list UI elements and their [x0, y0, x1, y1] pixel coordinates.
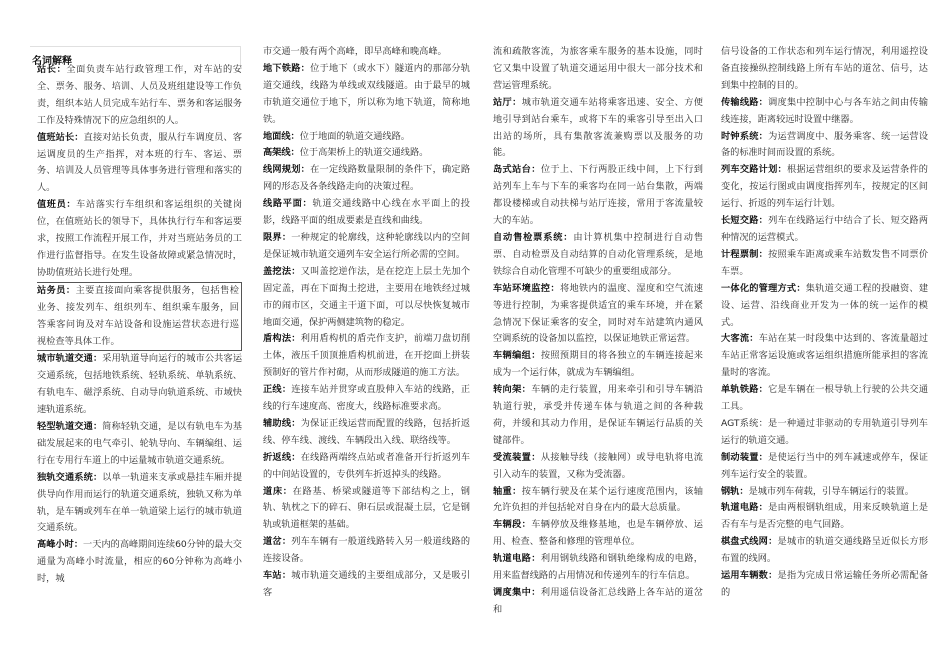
term-definition: 城市轨道交通车站将乘客迅速、安全、方便地引导到站台乘车，或将下车的乘客引导至出入口出站的场所，具有集散客流兼购票以及服务的功能。 — [493, 96, 703, 159]
definition-entry — [37, 419, 242, 470]
term-definition: 是城市列车荷载，引导车辆运行的装置。 — [748, 485, 914, 497]
term-label: 车站： — [263, 570, 292, 582]
term-label: 线网规划： — [263, 164, 311, 176]
term-definition: 采用轨道导向运行的城市公共客运交通系统，包括地铁系统、轻轨系统、单轨系统、有轨电车、磁浮系统、自动导向轨道系统、市域快速轨道系统。 — [37, 353, 242, 416]
term-label: 轨道电路： — [493, 553, 541, 565]
definition-entry — [263, 331, 470, 382]
definition-entry — [37, 351, 242, 419]
definition-entry — [721, 568, 928, 602]
definition-entry — [263, 382, 470, 416]
definition-entry — [721, 382, 928, 416]
definition-entry — [493, 95, 703, 163]
definition-entry — [263, 568, 470, 602]
definition-entry — [721, 281, 928, 332]
term-definition: 市交通一般有两个高峰，即早高峰和晚高峰。 — [263, 46, 447, 57]
term-label: 车辆段： — [493, 519, 532, 531]
term-label: 一体化的管理方式： — [721, 282, 806, 294]
term-definition: 在路基、桥梁或隧道等下部结构之上，钢轨、轨枕之下的碎石、卵石层或混凝土层，它是钢轨或轨道框架的基础。 — [263, 485, 470, 531]
definition-entry — [263, 534, 470, 568]
definition-entry — [493, 585, 703, 619]
term-label: 列车交路计划： — [721, 164, 787, 176]
definition-entry — [263, 196, 470, 230]
term-label: 盖挖法： — [263, 265, 301, 277]
term-label: 转向架： — [493, 384, 532, 396]
term-label: 站厅： — [493, 96, 522, 108]
term-label: 轻型轨道交通： — [37, 421, 103, 433]
term-definition: 一种规定的轮廓线，这种轮廓线以内的空间是保证城市轨道交通列车安全运行所必需的空间。 — [263, 231, 470, 260]
definition-entry — [721, 416, 928, 450]
term-label: 高架线： — [263, 147, 300, 159]
definition-entry — [493, 44, 703, 95]
term-label: 受流装置： — [493, 451, 541, 463]
definition-entry — [263, 61, 470, 129]
definition-entry — [721, 484, 928, 501]
text-column-1 — [37, 62, 242, 588]
definition-entry — [263, 264, 470, 332]
term-label: 盾构法： — [263, 333, 301, 345]
term-definition: 利用钢轨线路和钢轨绝缘构成的电路，用来监督线路的占用情况和传递列车的行车信息。 — [493, 553, 703, 582]
definition-entry — [263, 484, 470, 535]
term-definition: 车站在某一时段集中达到的、客流量超过车站正常客运设施或客运组织措施所能承担的客流量时的客流。 — [721, 333, 928, 379]
definition-entry — [721, 450, 928, 484]
term-definition: 为运营调度中、服务乘客、统一运营设备的标准时间而设置的系统。 — [721, 130, 928, 159]
term-definition: 是城市的轨道交通线路呈近似长方形布置的线网。 — [721, 536, 928, 565]
term-label: 线路平面： — [263, 198, 313, 210]
term-label: 制动装置： — [721, 451, 769, 463]
definition-entry — [263, 450, 470, 484]
definition-entry — [37, 197, 242, 282]
term-definition: 位于高架桥上的轨道交通线路。 — [299, 147, 429, 159]
term-label: 时钟系统： — [721, 130, 769, 142]
term-label: 大客流： — [721, 333, 759, 345]
term-label: 钢轨： — [721, 485, 749, 497]
term-label: 限界： — [263, 231, 292, 243]
term-label: 车站环境监控： — [493, 282, 560, 294]
definition-entry — [37, 130, 242, 198]
term-label: 单轨铁路： — [721, 384, 769, 396]
definition-entry — [493, 551, 703, 585]
definition-entry — [493, 162, 703, 230]
term-definition: 集轨道交通工程的投融资、建设、运营、沿线商业开发为一体的统一运作的模式。 — [721, 282, 928, 328]
definition-entry — [263, 230, 470, 264]
term-definition: 按照预期目的将各独立的车辆连接起来成为一个运行体，就成为车辆编组。 — [493, 350, 703, 379]
term-definition: 以单一轨道来支承或悬挂车厢并提供导向作用而运行的轨道交通系统，独轨又称为单轨，是车辆或列车在单一轨道梁上运行的城市轨道交通系统。 — [37, 471, 242, 534]
term-label: 传输线路： — [721, 96, 769, 108]
term-definition: 直接对站长负责，服从行车调度员、客运调度员的生产指挥，对本班的行车、客运、票务、培训及人员管理等具体事务进行管理和落实的人。 — [37, 131, 242, 194]
term-definition: 利用盾构机的盾壳作支护，前端刀盘切削土体，液压千顶顶推盾构机前进，在开挖面上拼装预制好的管片作衬砌，从而形成隧道的施工方法。 — [263, 333, 470, 379]
definition-entry — [721, 213, 928, 247]
definition-entry — [493, 450, 703, 484]
term-label: 自动售检票系统： — [493, 231, 574, 243]
term-label: 城市轨道交通： — [37, 353, 103, 365]
definition-entry — [721, 44, 928, 95]
term-definition: 又叫盖挖逆作法，是在挖迮上层土先加个固定盖，再在下面掏土挖进，主要用在地铁经过城市的闹市区，交通主干道下面，可以尽快恢复城市地面交通，保护两侧建筑物的稳定。 — [263, 265, 470, 328]
definition-entry — [493, 517, 703, 551]
term-definition: AGT系统：是一种通过非驱动的专用轨道引导列车运行的轨道交通。 — [721, 417, 928, 446]
term-definition: 由计算机集中控制进行自动售票、自动检票及自动结算的自动化管理系统，是地铁综合自动化管理不可缺少的重要组成部分。 — [493, 231, 703, 277]
term-definition: 按照乘车距离或乘车站数发售不同票价车票。 — [721, 248, 928, 277]
term-label: 高峰小时： — [37, 539, 84, 551]
definition-entry — [37, 62, 242, 130]
term-label: 调度集中： — [493, 587, 541, 598]
term-label: 值班员： — [37, 199, 77, 211]
term-label: 辅助线： — [263, 417, 301, 429]
term-label: 地下铁路： — [263, 62, 311, 74]
definition-entry — [721, 129, 928, 163]
term-label: 岛式站台： — [493, 164, 541, 176]
definition-entry — [493, 348, 703, 382]
section-heading: 名词解释 — [32, 56, 72, 67]
term-definition: 在线路两端终点站或者准备开行折返列车的中间站设置的，专供列车折返掉头的线路。 — [263, 451, 470, 480]
term-definition: 列车车辆有一般道线路转入另一般道线路的连接设备。 — [263, 536, 470, 565]
term-definition: 列车在线路运行中结合了长、短交路两种情况的运营模式。 — [721, 215, 928, 243]
term-definition: 它是车辆在一根导轨上行驶的公共交通工具。 — [721, 384, 928, 413]
term-label: 正线： — [263, 384, 292, 396]
definition-entry — [721, 331, 928, 382]
definition-entry — [721, 534, 928, 568]
term-definition: 从接触导线（接触网）或导电轨将电流引入动车的装置，又称为受流器。 — [493, 451, 703, 480]
term-definition: 位于地面的轨道交通线路。 — [299, 130, 410, 142]
term-label: 独轨交通系统： — [37, 471, 103, 483]
term-definition: 一天内的高峰期间连续60分钟的最大交通量为高峰小时流量，相应的60分钟称为高峰小时，城 — [37, 539, 242, 585]
definition-entry — [37, 470, 242, 538]
definition-entry — [37, 282, 242, 352]
text-column-3 — [493, 44, 703, 619]
term-definition: 车辆停放及维修基地，也是车辆停放、运用、检查、整备和修理的管理单位。 — [493, 519, 703, 548]
definition-entry — [493, 382, 703, 450]
definition-entry — [493, 281, 703, 349]
term-definition: 是指为完成日常运输任务所必需配备的 — [721, 570, 928, 598]
term-label: 道岔： — [263, 536, 292, 548]
term-label: 站务员： — [37, 284, 76, 296]
term-definition: 简称轻轨交通，是以有轨电车为基础发展起来的电气牵引、轮轨导向、车辆编组、运行在专用行车道上的中运量城市轨道交通系统。 — [37, 421, 242, 466]
term-label: 轨道电路： — [721, 502, 769, 514]
term-label: 地面线： — [263, 130, 300, 142]
term-label: 折返线： — [263, 451, 301, 463]
term-label: 计程票制： — [721, 248, 769, 260]
term-label: 棋盘式线网： — [721, 536, 778, 548]
term-definition: 为保证正线运营而配置的线路，包括折返线、停车线、渡线、车辆段出入线、联络线等。 — [263, 417, 470, 446]
term-definition: 车辆的走行装置，用来牵引和引导车辆沿轨道行驶，承受并传递车体与轨道之间的各种载荷，并缓和其动力作用，是保证车辆运行品质的关键部件。 — [493, 384, 703, 446]
term-definition: 城市轨道交通线的主要组成部分，又是吸引客 — [263, 570, 470, 598]
term-definition: 位于地下（或水下）隧道内的那部分轨道交通线，线路为单线或双线隧道。由于最早的城市轨道交通位于地下，所以称为地下轨道，简称地铁。 — [263, 62, 470, 125]
term-definition: 全面负责车站行政管理工作，对车站的安全、票务、服务、培训、人员及班组建设等工作负责，组织本站人员完成车站行车、票务和客运服务工作及特殊情况下的应急组织的人。 — [37, 64, 242, 126]
text-column-2 — [263, 44, 470, 602]
term-label: 运用车辆数： — [721, 570, 778, 582]
definition-entry — [721, 247, 928, 281]
term-label: 站长： — [37, 64, 67, 75]
definition-entry — [721, 95, 928, 129]
term-definition: 主要直接面向乘客提供服务，包括售检业务、接发列车、组织列车、组织乘车服务，回答乘客问询及对车站设备和设施运营状态进行巡视检查等具体工作。 — [37, 284, 239, 347]
term-label: 道床： — [263, 485, 293, 497]
term-definition: 将地铁内的温度、湿度和空气流速等进行控制，为乘客提供适宜的乘车环境，并在紧急情况下保证乘客的安全，同时对车站建筑内通风空调系统的设备加以监控，以保证地铁正常运营。 — [493, 282, 703, 345]
definition-entry — [493, 230, 703, 281]
term-label: 值班站长： — [37, 131, 84, 143]
definition-entry — [263, 416, 470, 450]
term-label: 长短交路： — [721, 215, 769, 227]
term-definition: 调度集中控制中心与各车站之间由传输线连接，距离较远时设置中继器。 — [721, 96, 928, 125]
term-definition: 在一定线路数量限制的条件下，确定路网的形态及各条线路走向的决策过程。 — [263, 164, 470, 193]
term-definition: 根据运营组织的要求及运营条件的变化，按运行图或由调度指挥列车，按规定的区间运行、折返的列车运行计划。 — [721, 164, 928, 210]
definition-entry — [721, 500, 928, 534]
definition-entry — [263, 129, 470, 146]
term-definition: 信号设备的工作状态和列车运行情况，利用遥控设备直接操纵控制线路上所有车站的道岔、信号，达到集中控制的目的。 — [721, 46, 928, 91]
definition-entry — [493, 484, 703, 518]
term-definition: 是使运行当中的列车减速或停车，保证列车运行安全的装置。 — [721, 451, 928, 480]
definition-entry — [263, 162, 470, 196]
term-definition: 轨道交通线路中心线在水平面上的投影，线路平面的组成要素是直线和曲线。 — [263, 198, 470, 227]
definition-entry — [263, 44, 470, 61]
term-definition: 位于上、下行两股正线中间，上下行到站列车上车与下车的乘客均在同一站台集散，两端都设楼梯或自动扶梯与站厅连接，常用于客流量较大的车站。 — [493, 164, 703, 227]
definition-entry — [37, 537, 242, 588]
definition-entry — [263, 145, 470, 162]
term-definition: 利用遥信设备汇总线路上各车站的道岔和 — [493, 587, 703, 615]
text-column-4 — [721, 44, 928, 602]
term-definition: 流和疏散客流，为旅客乘车服务的基本设施，同时它又集中设置了轨道交通运用中很大一部分技术和营运管理系统。 — [493, 46, 703, 91]
term-label: 轴重： — [493, 485, 522, 497]
term-definition: 车站落实行车组织和客运组织的关键岗位，在值班站长的领导下，具体执行行车和客运要求，按照工作流程开展工作，并对当班站务员的工作进行监督指导。在发生设备故障或紧急情况时，协助值班站长进行处理。 — [37, 199, 242, 278]
definition-entry — [721, 162, 928, 213]
term-definition: 按车辆行驶及在某个运行速度范围内，该轴允许负担的并包括轮对自身在内的最大总质量。 — [493, 485, 703, 514]
term-label: 车辆编组： — [493, 350, 541, 362]
term-definition: 连接车站并贯穿或直股伸入车站的线路，正线的行车速度高、密度大，线路标准要求高。 — [263, 384, 470, 413]
term-definition: 是由两根钢轨组成，用来反映轨道上是否有车与是否完整的电气回路。 — [721, 502, 928, 531]
